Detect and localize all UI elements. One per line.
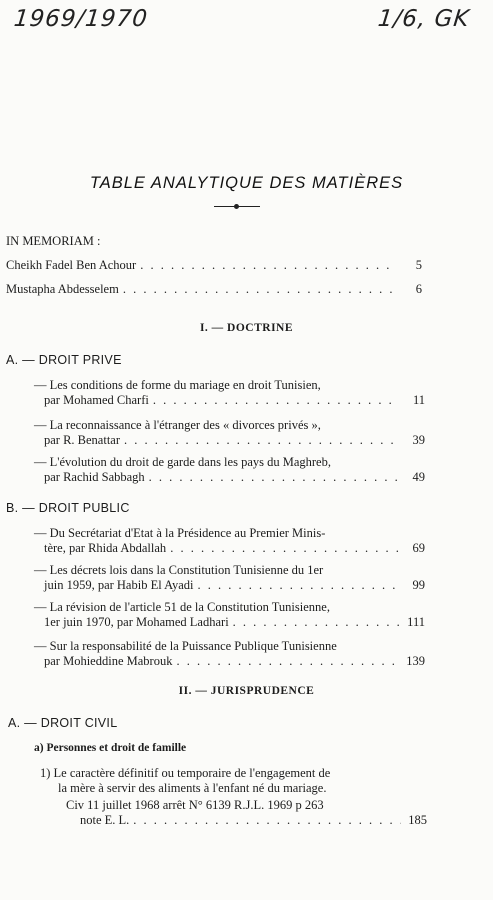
- page-title: TABLE ANALYTIQUE DES MATIÈRES: [89, 174, 404, 192]
- toc-entry-author: par Mohieddine Mabrouk: [44, 654, 173, 668]
- toc-entry: [44, 654, 425, 668]
- toc-entry-page: 11: [412, 393, 425, 407]
- toc-entry-line: 1) Le caractère définitif ou temporaire de l'engagement de: [40, 766, 331, 780]
- leader-dots: [198, 578, 399, 592]
- subsection-label-personnes: a) Personnes et droit de famille: [34, 742, 187, 754]
- toc-entry: [44, 578, 425, 592]
- section-heading-doctrine: I. — DOCTRINE: [199, 322, 294, 334]
- leader-dots: [124, 433, 399, 447]
- toc-entry-line: — Les décrets lois dans la Constitution Tunisienne du 1er: [34, 563, 324, 577]
- toc-entry: [44, 393, 425, 407]
- handwritten-reference-note: 1/6, GK: [376, 6, 471, 32]
- leader-dots: [140, 258, 396, 272]
- subsection-heading-droit-prive: A. — DROIT PRIVE: [6, 353, 122, 367]
- subsection-heading-droit-public: B. — DROIT PUBLIC: [6, 501, 130, 515]
- toc-entry: [6, 282, 422, 296]
- leader-dots: [176, 654, 399, 668]
- toc-entry-page: 69: [412, 541, 425, 555]
- toc-entry-text: Cheikh Fadel Ben Achour: [6, 258, 137, 272]
- toc-entry-page: 49: [412, 470, 425, 484]
- toc-entry-line: la mère à servir des aliments à l'enfant né du mariage.: [58, 781, 327, 795]
- toc-entry-page: 139: [406, 654, 425, 668]
- toc-entry-page: 185: [408, 813, 427, 827]
- toc-entry-author: par R. Benattar: [44, 433, 121, 447]
- toc-entry-page: 39: [412, 433, 425, 447]
- toc-entry: [44, 541, 425, 555]
- toc-entry-page: 5: [415, 258, 422, 272]
- toc-entry-author: par Rachid Sabbagh: [44, 470, 145, 484]
- section-heading-jurisprudence: II. — JURISPRUDENCE: [178, 685, 315, 697]
- leader-dots: [133, 813, 401, 827]
- leader-dots: [123, 282, 396, 296]
- subsection-heading-droit-civil: A. — DROIT CIVIL: [8, 716, 118, 730]
- toc-entry: [6, 258, 422, 272]
- toc-entry-line: Civ 11 juillet 1968 arrêt N° 6139 R.J.L. 1969 p 263: [66, 798, 324, 812]
- toc-entry-author: 1er juin 1970, par Mohamed Ladhari: [44, 615, 229, 629]
- toc-entry: [44, 470, 425, 484]
- toc-entry-line: — Sur la responsabilité de la Puissance Publique Tunisienne: [34, 639, 337, 653]
- toc-entry-line: — Du Secrétariat d'Etat à la Présidence au Premier Minis-: [34, 526, 326, 540]
- toc-entry-author: par Mohamed Charfi: [44, 393, 149, 407]
- toc-entry-line: — La reconnaissance à l'étranger des « divorces privés »,: [34, 418, 321, 432]
- handwritten-year-note: 1969/1970: [12, 6, 150, 32]
- title-ornament: [214, 205, 260, 209]
- toc-entry-author: juin 1959, par Habib El Ayadi: [44, 578, 194, 592]
- leader-dots: [149, 470, 399, 484]
- toc-entry: [44, 615, 425, 629]
- leader-dots: [170, 541, 399, 555]
- toc-entry: [44, 433, 425, 447]
- leader-dots: [233, 615, 399, 629]
- toc-entry-page: 111: [407, 615, 425, 629]
- leader-dots: [153, 393, 399, 407]
- toc-entry-author: tère, par Rhida Abdallah: [44, 541, 167, 555]
- toc-entry: [80, 813, 427, 827]
- toc-entry-text: Mustapha Abdesselem: [6, 282, 119, 296]
- toc-entry-page: 99: [412, 578, 425, 592]
- toc-entry-line: — La révision de l'article 51 de la Constitution Tunisienne,: [34, 600, 330, 614]
- memoriam-heading: IN MEMORIAM :: [6, 234, 101, 248]
- toc-entry-page: 6: [415, 282, 422, 296]
- toc-entry-line: — L'évolution du droit de garde dans les pays du Maghreb,: [34, 455, 331, 469]
- toc-entry-note: note E. L.: [80, 813, 130, 827]
- toc-entry-line: — Les conditions de forme du mariage en droit Tunisien,: [34, 378, 321, 392]
